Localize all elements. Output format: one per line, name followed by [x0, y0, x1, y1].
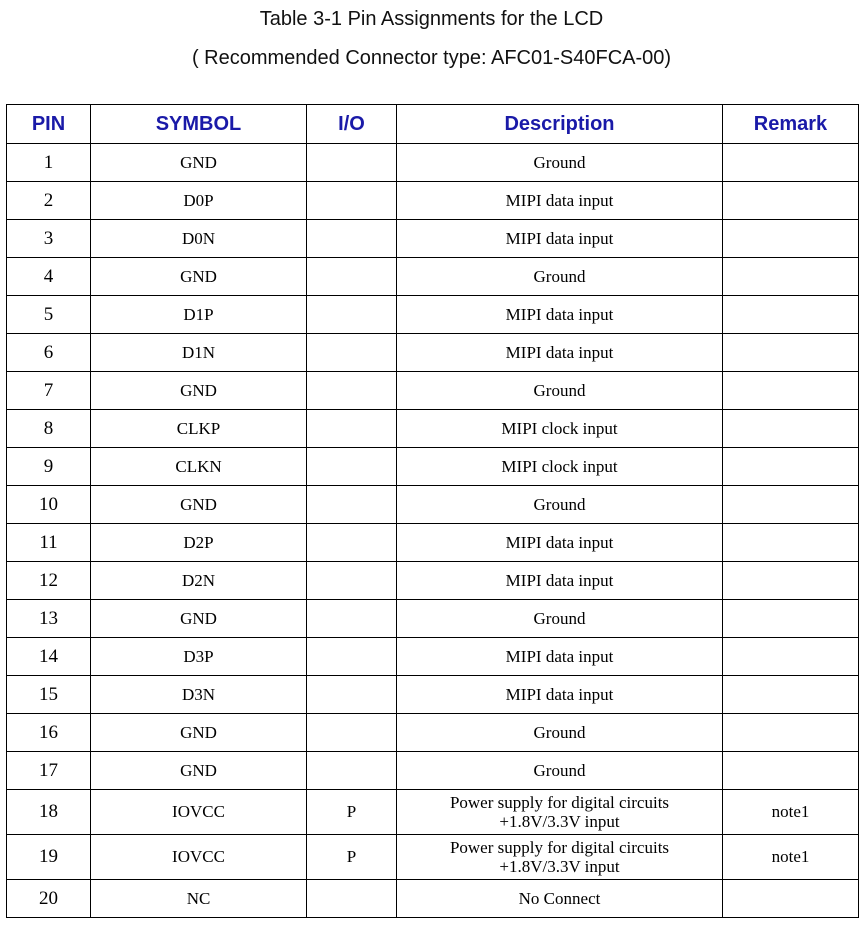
symbol-cell: GND: [91, 486, 307, 524]
table-row: [7, 410, 859, 448]
remark-cell: [723, 448, 859, 486]
description-line: No Connect: [518, 889, 601, 908]
column-header-pin: PIN: [7, 105, 91, 144]
description-cell: [397, 258, 723, 296]
description-line: MIPI clock input: [501, 457, 618, 476]
io-cell: [307, 714, 397, 752]
table-row: [7, 562, 859, 600]
table-row: [7, 258, 859, 296]
io-cell: [307, 880, 397, 918]
io-cell: [307, 752, 397, 790]
symbol-cell: D2N: [91, 562, 307, 600]
remark-cell: [723, 638, 859, 676]
remark-cell: [723, 486, 859, 524]
remark-cell: [723, 562, 859, 600]
symbol-cell: D0P: [91, 182, 307, 220]
io-cell: [307, 410, 397, 448]
table-row: [7, 144, 859, 182]
symbol-cell: D3N: [91, 676, 307, 714]
description-line: Ground: [533, 381, 586, 400]
io-cell: [307, 258, 397, 296]
table-row: [7, 714, 859, 752]
description-cell: [397, 486, 723, 524]
pin-number-cell: 4: [7, 258, 91, 296]
table-row: [7, 486, 859, 524]
table-row: [7, 220, 859, 258]
io-cell: [307, 562, 397, 600]
remark-cell: [723, 372, 859, 410]
pin-number-cell: 14: [7, 638, 91, 676]
remark-cell: [723, 676, 859, 714]
description-cell: [397, 676, 723, 714]
description-line: MIPI data input: [505, 305, 614, 324]
column-header-io: I/O: [307, 105, 397, 144]
description-cell: [397, 790, 723, 835]
description-cell: [397, 296, 723, 334]
symbol-cell: D1P: [91, 296, 307, 334]
description-cell: [397, 372, 723, 410]
symbol-cell: GND: [91, 752, 307, 790]
description-cell: [397, 334, 723, 372]
pin-number-cell: 13: [7, 600, 91, 638]
table-row: [7, 638, 859, 676]
io-cell: [307, 296, 397, 334]
io-cell: [307, 448, 397, 486]
remark-cell: [723, 258, 859, 296]
pin-number-cell: 5: [7, 296, 91, 334]
pin-number-cell: 15: [7, 676, 91, 714]
symbol-cell: IOVCC: [91, 790, 307, 835]
description-line: Ground: [533, 609, 586, 628]
description-line-2: +1.8V/3.3V input: [499, 812, 620, 831]
io-cell: [307, 372, 397, 410]
symbol-cell: D2P: [91, 524, 307, 562]
description-line: MIPI data input: [505, 647, 614, 666]
pin-number-cell: 20: [7, 880, 91, 918]
description-cell: [397, 182, 723, 220]
remark-cell: [723, 334, 859, 372]
io-cell: [307, 524, 397, 562]
io-cell: [307, 182, 397, 220]
io-cell: P: [307, 790, 397, 835]
table-row: [7, 372, 859, 410]
description-cell: [397, 524, 723, 562]
pin-number-cell: 12: [7, 562, 91, 600]
remark-cell: [723, 752, 859, 790]
io-cell: [307, 144, 397, 182]
io-cell: [307, 220, 397, 258]
description-cell: [397, 600, 723, 638]
io-cell: [307, 638, 397, 676]
pin-number-cell: 10: [7, 486, 91, 524]
symbol-cell: IOVCC: [91, 835, 307, 880]
column-header-description: Description: [397, 105, 723, 144]
description-cell: [397, 835, 723, 880]
table-row: [7, 524, 859, 562]
table-header-row: [7, 105, 859, 144]
symbol-cell: CLKN: [91, 448, 307, 486]
description-cell: [397, 220, 723, 258]
description-line: Ground: [533, 761, 586, 780]
pin-number-cell: 6: [7, 334, 91, 372]
description-cell: [397, 448, 723, 486]
description-line: Ground: [533, 267, 586, 286]
remark-cell: [723, 144, 859, 182]
symbol-cell: GND: [91, 258, 307, 296]
table-row: [7, 880, 859, 918]
description-line: Ground: [533, 495, 586, 514]
pin-number-cell: 17: [7, 752, 91, 790]
pin-assignment-table: [6, 104, 859, 918]
description-line-2: +1.8V/3.3V input: [499, 857, 620, 876]
remark-cell: [723, 220, 859, 258]
remark-cell: [723, 714, 859, 752]
description-line: MIPI data input: [505, 533, 614, 552]
remark-cell: note1: [723, 835, 859, 880]
pin-number-cell: 8: [7, 410, 91, 448]
io-cell: [307, 600, 397, 638]
description-cell: [397, 714, 723, 752]
description-line: MIPI clock input: [501, 419, 618, 438]
remark-cell: [723, 600, 859, 638]
description-line: MIPI data input: [505, 343, 614, 362]
symbol-cell: GND: [91, 600, 307, 638]
symbol-cell: NC: [91, 880, 307, 918]
table-row: [7, 334, 859, 372]
column-header-symbol: SYMBOL: [91, 105, 307, 144]
table-row: [7, 600, 859, 638]
remark-cell: [723, 880, 859, 918]
description-line: MIPI data input: [505, 191, 614, 210]
pin-number-cell: 19: [7, 835, 91, 880]
table-subtitle: ( Recommended Connector type: AFC01-S40FCA-00): [191, 47, 672, 69]
description-cell: [397, 410, 723, 448]
table-row: [7, 752, 859, 790]
io-cell: [307, 486, 397, 524]
table-row: [7, 448, 859, 486]
io-cell: [307, 334, 397, 372]
io-cell: [307, 676, 397, 714]
description-cell: [397, 880, 723, 918]
symbol-cell: D3P: [91, 638, 307, 676]
table-row: [7, 790, 859, 835]
description-cell: [397, 638, 723, 676]
io-cell: P: [307, 835, 397, 880]
description-line: Power supply for digital circuits: [449, 793, 670, 812]
symbol-cell: GND: [91, 144, 307, 182]
symbol-cell: D0N: [91, 220, 307, 258]
table-title: Table 3-1 Pin Assignments for the LCD: [259, 8, 604, 30]
pin-number-cell: 3: [7, 220, 91, 258]
remark-cell: note1: [723, 790, 859, 835]
remark-cell: [723, 296, 859, 334]
pin-number-cell: 18: [7, 790, 91, 835]
description-line: MIPI data input: [505, 685, 614, 704]
description-line: Ground: [533, 723, 586, 742]
table-row: [7, 835, 859, 880]
description-line: Power supply for digital circuits: [449, 838, 670, 857]
table-body: [7, 144, 859, 918]
pin-number-cell: 1: [7, 144, 91, 182]
table-row: [7, 296, 859, 334]
remark-cell: [723, 182, 859, 220]
symbol-cell: GND: [91, 714, 307, 752]
pin-number-cell: 7: [7, 372, 91, 410]
description-line: MIPI data input: [505, 571, 614, 590]
pin-number-cell: 11: [7, 524, 91, 562]
pin-number-cell: 16: [7, 714, 91, 752]
description-cell: [397, 144, 723, 182]
description-line: MIPI data input: [505, 229, 614, 248]
pin-number-cell: 9: [7, 448, 91, 486]
table-row: [7, 182, 859, 220]
description-line: Ground: [533, 153, 586, 172]
symbol-cell: GND: [91, 372, 307, 410]
symbol-cell: CLKP: [91, 410, 307, 448]
pin-number-cell: 2: [7, 182, 91, 220]
description-cell: [397, 562, 723, 600]
remark-cell: [723, 410, 859, 448]
description-cell: [397, 752, 723, 790]
table-row: [7, 676, 859, 714]
remark-cell: [723, 524, 859, 562]
column-header-remark: Remark: [723, 105, 859, 144]
symbol-cell: D1N: [91, 334, 307, 372]
